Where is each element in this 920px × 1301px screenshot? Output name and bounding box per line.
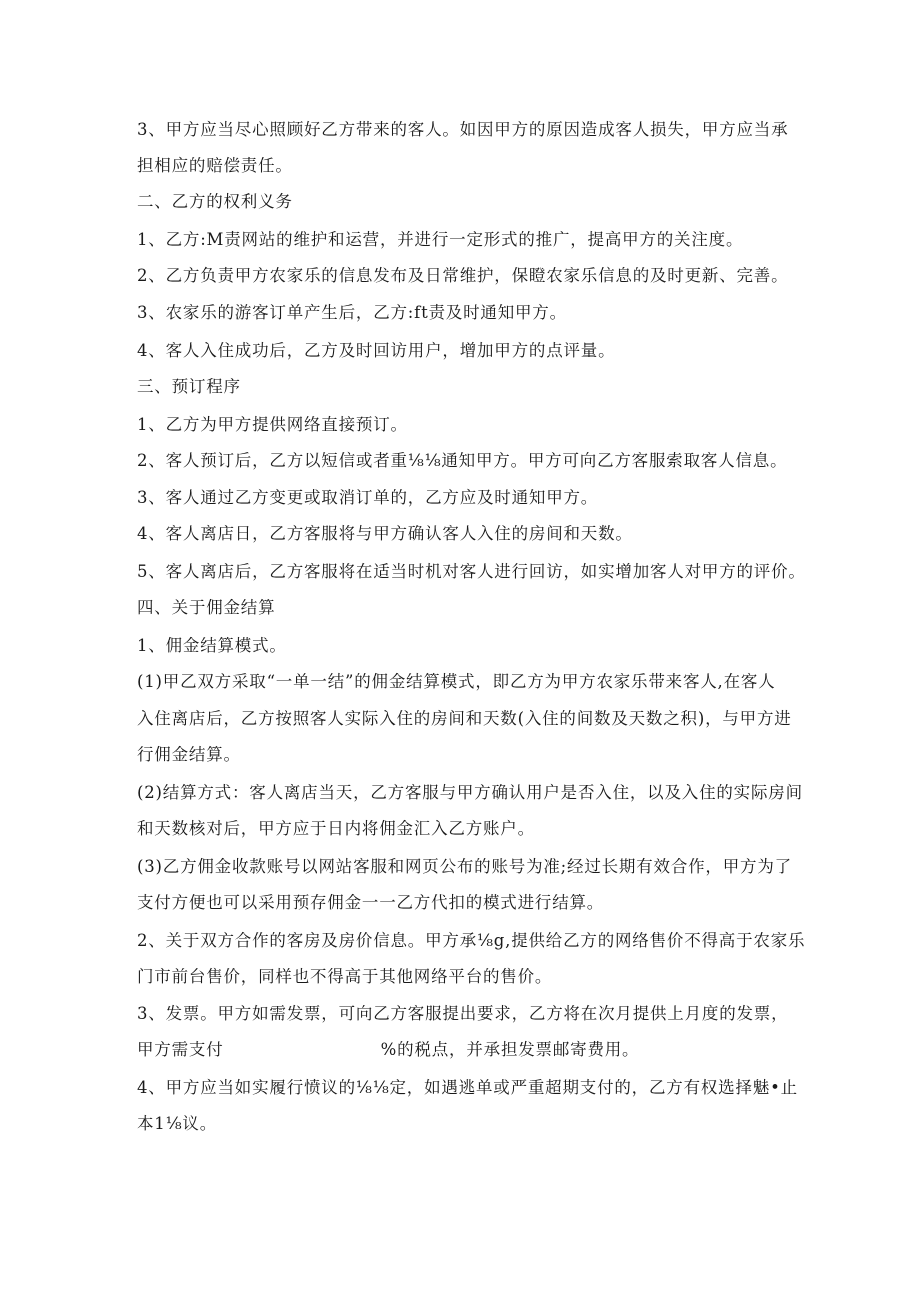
paragraph-line: 1、乙方为甲方提供网络直接预订。 xyxy=(137,415,408,434)
paragraph-line: (2)结算方式：客人离店当天，乙方客服与甲方确认用户是否入住，以及入住的实际房间 xyxy=(137,783,803,802)
section-heading: 二、乙方的权利义务 xyxy=(137,192,293,211)
section-heading: 三、预订程序 xyxy=(137,377,241,396)
paragraph-line: 3、发票。甲方如需发票，可向乙方客服提出要求，乙方将在次月提供上月度的发票， xyxy=(137,1004,789,1023)
paragraph-line: 2、客人预订后，乙方以短信或者重⅛⅛通知甲方。甲方可向乙方客服索取客人信息。 xyxy=(137,451,788,470)
paragraph-line: 4、客人离店日，乙方客服将与甲方确认客人入住的房间和天数。 xyxy=(137,524,633,543)
section-heading: 四、关于佣金结算 xyxy=(137,598,276,617)
paragraph-line: 甲方需支付 %的税点，并承担发票邮寄费用。 xyxy=(137,1040,640,1059)
paragraph-line: 3、甲方应当尽心照顾好乙方带来的客人。如因甲方的原因造成客人损失，甲方应当承 xyxy=(137,120,789,139)
paragraph-line: 和天数核对后，甲方应于日内将佣金汇入乙方账户。 xyxy=(137,819,535,838)
paragraph-line: 行佣金结算。 xyxy=(137,745,241,764)
paragraph-line: 4、甲方应当如实履行愤议的⅛⅛定，如遇逃单或严重超期支付的，乙方有权选择魅•止 xyxy=(137,1078,798,1097)
paragraph-line: 3、农家乐的游客订单产生后，乙方:ft责及时通知甲方。 xyxy=(137,303,567,322)
paragraph-line: 担相应的赔偿责任。 xyxy=(137,156,293,175)
paragraph-line: 5、客人离店后，乙方客服将在适当时机对客人进行回访，如实增加客人对甲方的评价。 xyxy=(137,562,806,581)
paragraph-line: 3、客人通过乙方变更或取消订单的，乙方应及时通知甲方。 xyxy=(137,488,599,507)
paragraph-line: (1)甲乙双方采取“一单一结”的佣金结算模式，即乙方为甲方农家乐带来客人,在客人 xyxy=(137,672,776,691)
paragraph-line: 本1⅛议。 xyxy=(137,1114,217,1133)
paragraph-line: 1、乙方:M责网站的维护和运营，并进行一定形式的推广，提高甲方的关注度。 xyxy=(137,230,744,249)
paragraph-line: 入住离店后，乙方按照客人实际入住的房间和天数(入住的间数及天数之积)，与甲方进 xyxy=(137,709,792,728)
paragraph-line: 支付方便也可以采用预存佣金一一乙方代扣的模式进行结算。 xyxy=(137,893,605,912)
paragraph-line: (3)乙方佣金收款账号以网站客服和网页公布的账号为准;经过长期有效合作，甲方为了 xyxy=(137,857,792,876)
paragraph-line: 门市前台售价，同样也不得高于其他网络平台的售价。 xyxy=(137,967,553,986)
paragraph-line: 2、乙方负责甲方农家乐的信息发布及日常维护，保瞪农家乐信息的及时更新、完善。 xyxy=(137,266,789,285)
paragraph-line: 1、佣金结算模式。 xyxy=(137,636,287,655)
paragraph-line: 4、客人入住成功后，乙方及时回访用户，增加甲方的点评量。 xyxy=(137,341,616,360)
paragraph-line: 2、关于双方合作的客房及房价信息。甲方承⅛g,提供给乙方的网络售价不得高于农家乐 xyxy=(137,931,806,950)
